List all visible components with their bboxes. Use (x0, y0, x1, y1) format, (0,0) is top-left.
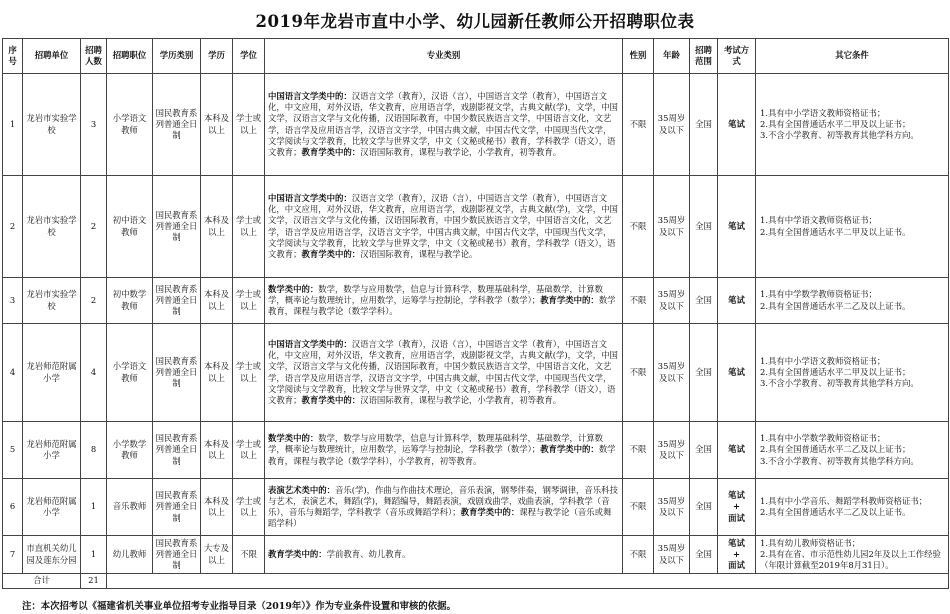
header-edu-type: 学历类别 (153, 39, 201, 74)
condition-line: 2.具有全国普通话水平二乙及以上证书。 (760, 507, 911, 517)
row-edu: 本科及以上 (201, 74, 233, 176)
major-category-text: 汉语言文学（教育），汉语（言），中国语言文学（教育），中国语言文化，中文应用，对外汉语，华文教育，应用语言学，戏剧影视文学，古典文献(学)，文学，中国文学，汉语言文学与文化传播，汉语国际教育，中国少数民族语言文学，中国语言文化，文艺学，语言学及应用语言学，汉语言文字学，中国古典文献，中国古代文学，中国现当代文学，文学阅读与文学教育，比较文学与世界文学，中文（文秘或秘书）教育，学科教学（语文），语文教育； (268, 90, 618, 157)
major-category-label: 数学类中的： (268, 433, 319, 444)
row-age: 35周岁及以下 (654, 536, 690, 574)
major-category-text: 课程与教学论（音乐或舞蹈学科） (268, 507, 612, 529)
row-edu-type: 国民教育系列普通全日制 (153, 536, 201, 574)
row-major (265, 536, 623, 574)
row-scope: 全国 (690, 74, 718, 176)
exam-line: + (732, 548, 741, 559)
row-seq: 2 (3, 176, 23, 278)
major-category-label: 教育学类中的： (301, 248, 361, 259)
row-gender: 不限 (623, 176, 654, 278)
recruitment-table (2, 38, 949, 589)
total-row (3, 574, 949, 589)
row-exam (718, 479, 756, 536)
header-exam: 考试方式 (718, 39, 756, 74)
header-unit: 招聘单位 (23, 39, 81, 74)
row-scope: 全国 (690, 176, 718, 278)
major-category-label: 教育学类中的： (460, 507, 520, 517)
row-gender: 不限 (623, 278, 654, 324)
table-row (3, 536, 949, 574)
row-degree: 不限 (233, 536, 265, 574)
row-edu: 本科及以上 (201, 278, 233, 324)
condition-line: 1.具有中小学数学教师资格证书； (760, 433, 886, 444)
row-position: 小学语文教师 (107, 324, 153, 422)
row-major (265, 324, 623, 422)
row-gender: 不限 (623, 422, 654, 479)
major-category-text: 数学，数学与应用数学，信息与计算科学，数理基础科学，基础数学，计算数学，概率论与数理统计，应用数学，运筹学与控制论，学科教学（数学）； (268, 433, 603, 455)
row-other (756, 422, 949, 479)
row-position: 小学语文教师 (107, 74, 153, 176)
row-seq: 3 (3, 278, 23, 324)
major-category-text: 数学教育，课程与教学论（数学学科），小学教育，初等教育。 (268, 444, 616, 466)
header-row (3, 39, 949, 74)
header-age: 年龄 (654, 39, 690, 74)
condition-line: 2.具有全国普通话水平二乙及以上证书； (760, 444, 911, 455)
row-age: 35周岁及以下 (654, 324, 690, 422)
condition-line: 1.具有中学数学教师资格证书； (760, 289, 877, 300)
row-exam: 笔试 (718, 422, 756, 479)
condition-line: 1.具有中学语文教师资格证书； (760, 215, 877, 226)
row-count: 8 (81, 422, 107, 479)
condition-line: 2.具有在省、市示范性幼儿园2年及以上工作经验（年限计算截至2019年8月31日）。 (760, 548, 941, 571)
total-count: 21 (81, 574, 107, 589)
major-category-text: 汉语言文学（教育），汉语（言），中国语言文学（教育），中国语言文化，中文应用，对外汉语，华文教育，应用语言学，戏剧影视文学，古典文献(学)，文学，中国文学，汉语言文学与文化传播，汉语国际教育，中国少数民族语言文学，中国语言文化，文艺学，语言学及应用语言学，汉语言文字学，中国古典文献，中国古代文学，中国现当代文学，文学阅读与文学教育，比较文学与世界文学，中文（文秘或秘书）教育，学科教学（语文），语文教育； (268, 338, 618, 405)
major-category-text: 数学，数学与应用数学，信息与计算科学，数理基础科学，基础数学，计算数学，概率论与数理统计，应用数学，运筹学与控制论，学科教学（数学）； (268, 283, 603, 305)
row-other (756, 536, 949, 574)
row-other (756, 176, 949, 278)
row-age: 35周岁及以下 (654, 176, 690, 278)
major-category-label: 教育学类中的： (268, 548, 327, 559)
header-edu: 学历 (201, 39, 233, 74)
row-position: 小学数学教师 (107, 422, 153, 479)
row-gender: 不限 (623, 74, 654, 176)
row-degree: 学士或以上 (233, 278, 265, 324)
row-count: 3 (81, 74, 107, 176)
major-category-label: 中国语言文学类中的： (268, 90, 352, 101)
major-category-text: 汉语国际教育，课程与教学论，小学教育，初等教育。 (360, 146, 562, 157)
row-edu-type: 国民教育系列普通全日制 (153, 324, 201, 422)
header-count: 招聘人数 (81, 39, 107, 74)
row-gender: 不限 (623, 479, 654, 536)
row-scope: 全国 (690, 479, 718, 536)
exam-line: 笔试 (728, 490, 745, 501)
table-row (3, 324, 949, 422)
major-category-label: 中国语言文学类中的： (268, 192, 352, 203)
row-unit: 市直机关幼儿园及莲东分园 (23, 536, 81, 574)
row-gender: 不限 (623, 536, 654, 574)
major-category-label: 教育学类中的： (301, 394, 361, 405)
condition-line: 2.具有全国普通话水平二甲及以上证书。 (760, 226, 911, 237)
row-exam: 笔试 (718, 324, 756, 422)
row-position: 初中语文教师 (107, 176, 153, 278)
row-count: 2 (81, 278, 107, 324)
major-category-text: 学前教育、幼儿教育。 (326, 548, 411, 559)
row-scope: 全国 (690, 536, 718, 574)
row-edu-type: 国民教育系列普通全日制 (153, 278, 201, 324)
footnote: 注：本次招考以《福建省机关事业单位招考专业指导目录（2019年）》作为专业条件设置和审核的依据。 (22, 601, 456, 612)
header-gender: 性别 (623, 39, 654, 74)
condition-line: 1.具有中小学语文教师资格证书； (760, 355, 886, 366)
major-category-label: 中国语言文学类中的： (268, 338, 352, 349)
row-count: 1 (81, 536, 107, 574)
header-other: 其它条件 (756, 39, 949, 74)
row-edu: 大专及以上 (201, 536, 233, 574)
major-category-label: 表演艺术类中的： (268, 484, 335, 495)
row-edu: 本科及以上 (201, 479, 233, 536)
condition-line: 2.具有全国普通话水平二乙及以上证书。 (760, 300, 911, 311)
row-major (265, 479, 623, 536)
row-unit: 龙岩师范附属小学 (23, 324, 81, 422)
row-major (265, 278, 623, 324)
row-age: 35周岁及以下 (654, 479, 690, 536)
header-degree: 学位 (233, 39, 265, 74)
condition-line: 2.具有全国普通话水平二甲及以上证书； (760, 118, 911, 129)
row-unit: 龙岩市实验学校 (23, 278, 81, 324)
header-seq: 序号 (3, 39, 23, 74)
row-position: 音乐教师 (107, 479, 153, 536)
row-exam: 笔试 (718, 278, 756, 324)
row-edu-type: 国民教育系列普通全日制 (153, 74, 201, 176)
row-degree: 学士或以上 (233, 479, 265, 536)
row-other (756, 278, 949, 324)
table-row (3, 479, 949, 536)
row-count: 1 (81, 479, 107, 536)
major-category-text: 汉语国际教育，课程与教学论。 (360, 248, 478, 259)
condition-line: 3.不含小学教育、初等教育其他学科方向。 (760, 130, 919, 141)
row-seq: 6 (3, 479, 23, 536)
condition-line: 1.具有幼儿教师资格证书； (760, 537, 861, 548)
exam-line: + (732, 501, 741, 512)
major-category-text: 数学教育，课程与教学论（数学学科）。 (268, 294, 616, 317)
row-exam: 笔试 (718, 176, 756, 278)
condition-line: 3.不含小学教育、初等教育其他学科方向。 (760, 378, 919, 389)
header-position: 招聘职位 (107, 39, 153, 74)
row-age: 35周岁及以下 (654, 74, 690, 176)
row-count: 2 (81, 176, 107, 278)
major-category-text: 音乐(学)，作曲与作曲技术理论，音乐表演，钢琴伴奏，钢琴调律，音乐科技与艺术，表演艺术，舞蹈(学)，舞蹈编导，舞蹈表演，戏剧戏曲学，戏曲表演，学科教学（音乐），音乐与舞蹈学，学科教学（音乐或舞蹈学科）； (268, 484, 618, 517)
row-edu: 本科及以上 (201, 176, 233, 278)
row-degree: 学士或以上 (233, 176, 265, 278)
row-edu-type: 国民教育系列普通全日制 (153, 479, 201, 536)
header-scope: 招聘范围 (690, 39, 718, 74)
condition-line: 1.具有中小学音乐、舞蹈学科教师资格证书； (760, 495, 928, 506)
table-row (3, 74, 949, 176)
row-degree: 学士或以上 (233, 422, 265, 479)
row-edu-type: 国民教育系列普通全日制 (153, 176, 201, 278)
row-seq: 5 (3, 422, 23, 479)
row-scope: 全国 (690, 422, 718, 479)
row-edu: 本科及以上 (201, 422, 233, 479)
row-gender: 不限 (623, 324, 654, 422)
row-unit: 龙岩师范附属小学 (23, 479, 81, 536)
row-exam: 笔试 (718, 74, 756, 176)
page-title: 2019年龙岩市直中小学、幼儿园新任教师公开招聘职位表 (255, 12, 695, 31)
exam-line: 笔试 (728, 537, 745, 548)
row-seq: 7 (3, 536, 23, 574)
row-position: 初中数学教师 (107, 278, 153, 324)
table-row (3, 278, 949, 324)
condition-line: 3.不含小学教育、初等教育其他学科方向。 (760, 455, 919, 466)
row-scope: 全国 (690, 278, 718, 324)
total-label: 合计 (3, 574, 81, 589)
major-category-label: 教育学类中的： (540, 294, 599, 305)
row-other (756, 479, 949, 536)
row-other (756, 324, 949, 422)
row-degree: 学士或以上 (233, 74, 265, 176)
major-category-label: 教育学类中的： (301, 146, 361, 157)
row-edu-type: 国民教育系列普通全日制 (153, 422, 201, 479)
major-category-label: 数学类中的： (268, 283, 319, 294)
row-unit: 龙岩市实验学校 (23, 176, 81, 278)
row-major (265, 176, 623, 278)
major-category-label: 教育学类中的： (540, 444, 599, 455)
major-category-text: 汉语言文学（教育），汉语（言），中国语言文学（教育），中国语言文化，中文应用，对外汉语，华文教育，应用语言学，戏剧影视文学，古典文献(学)，文学，中国文学，汉语言文学与文化传播，汉语国际教育，中国少数民族语言文学，中国语言文化，文艺学，语言学及应用语言学，汉语言文字学，中国古典文献，中国古代文学，中国现当代文学，文学阅读与文学教育，比较文学与世界文学，中文（文秘或秘书）教育，学科教学（语文），语文教育； (268, 192, 618, 259)
row-major (265, 74, 623, 176)
row-unit: 龙岩市实验学校 (23, 74, 81, 176)
exam-line: 面试 (728, 512, 745, 523)
condition-line: 2.具有全国普通话水平二甲及以上证书； (760, 366, 911, 377)
total-empty (107, 574, 949, 589)
row-degree: 学士或以上 (233, 324, 265, 422)
row-seq: 1 (3, 74, 23, 176)
row-other (756, 74, 949, 176)
row-major (265, 422, 623, 479)
exam-line: 面试 (728, 560, 745, 571)
table-row (3, 176, 949, 278)
row-age: 35周岁及以下 (654, 422, 690, 479)
row-age: 35周岁及以下 (654, 278, 690, 324)
row-unit: 龙岩师范附属小学 (23, 422, 81, 479)
header-major: 专业类别 (265, 39, 623, 74)
row-position: 幼儿教师 (107, 536, 153, 574)
row-seq: 4 (3, 324, 23, 422)
row-scope: 全国 (690, 324, 718, 422)
major-category-text: 汉语国际教育，课程与教学论，小学教育，初等教育。 (360, 394, 562, 405)
row-exam (718, 536, 756, 574)
row-edu: 本科及以上 (201, 324, 233, 422)
row-count: 4 (81, 324, 107, 422)
condition-line: 1.具有中小学语文教师资格证书； (760, 107, 886, 118)
table-row (3, 422, 949, 479)
